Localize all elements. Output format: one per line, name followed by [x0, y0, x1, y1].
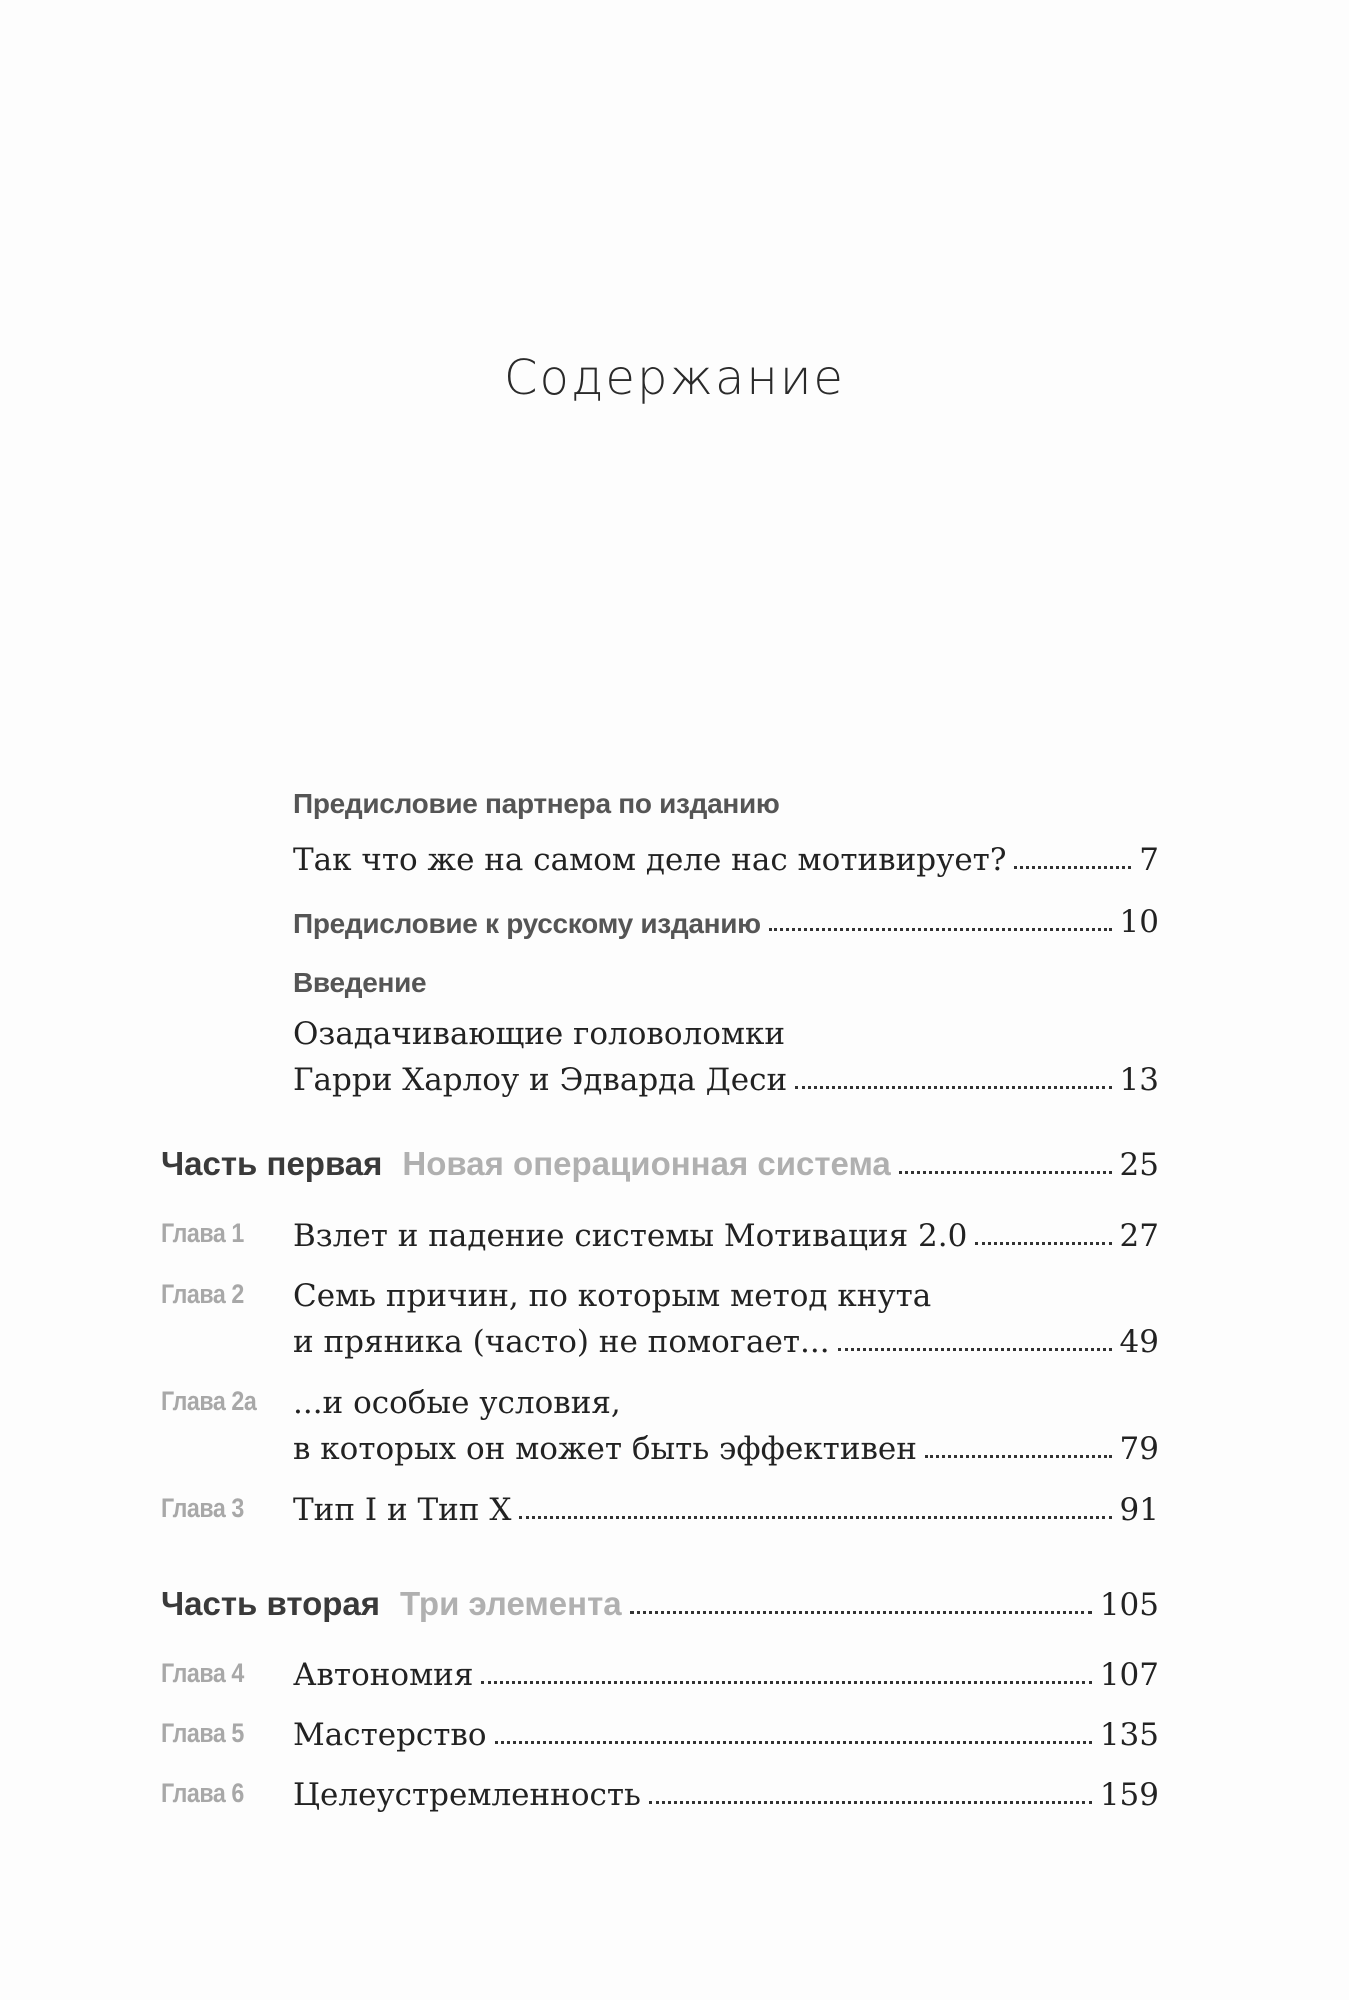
heading-text: Предисловие к русскому изданию: [293, 908, 761, 939]
page-number: 27: [1119, 1218, 1159, 1254]
dot-leader: [630, 1611, 1092, 1614]
page-number: 25: [1119, 1147, 1159, 1183]
chapter-label: Глава 2: [161, 1279, 244, 1309]
toc-entry-russian-foreword[interactable]: [293, 892, 1159, 940]
dot-leader: [519, 1516, 1111, 1519]
heading-text: Введение: [293, 967, 427, 998]
dot-leader: [838, 1348, 1112, 1351]
dot-leader: [925, 1455, 1112, 1458]
dot-leader: [495, 1741, 1092, 1744]
entry-title: Взлет и падение системы Мотивация 2.0: [293, 1218, 968, 1254]
chapter-label: Глава 5: [161, 1718, 244, 1748]
page-number: 91: [1119, 1492, 1159, 1528]
toc-chapter-4[interactable]: [293, 1645, 1159, 1693]
chapter-label: Глава 2а: [161, 1386, 257, 1416]
chapter-label: Глава 4: [161, 1658, 244, 1688]
toc-entry-partner-foreword[interactable]: [293, 830, 1159, 878]
entry-title: в которых он может быть эффективен: [293, 1431, 917, 1467]
entry-title: ...и особые условия,: [293, 1385, 621, 1421]
toc-heading-introduction: [293, 951, 1159, 999]
entry-title: Мастерство: [293, 1717, 487, 1753]
toc-heading-partner-foreword: [293, 772, 1159, 820]
toc-chapter-1[interactable]: [293, 1206, 1159, 1254]
dot-leader: [649, 1801, 1092, 1804]
toc-chapter-5[interactable]: [293, 1705, 1159, 1753]
page-number: 79: [1119, 1431, 1159, 1467]
heading-text: Предисловие партнера по изданию: [293, 788, 780, 819]
part-subtitle: Три элемента: [400, 1585, 622, 1622]
toc-chapter-2-line2[interactable]: [293, 1312, 1159, 1360]
toc-part-1[interactable]: [161, 1135, 1159, 1183]
entry-title: Семь причин, по которым метод кнута: [293, 1278, 932, 1314]
entry-title: Тип I и Тип X: [293, 1492, 512, 1528]
chapter-label: Глава 6: [161, 1778, 244, 1808]
page-number: 135: [1099, 1717, 1159, 1753]
page-number: 13: [1119, 1062, 1159, 1098]
dot-leader: [481, 1681, 1091, 1684]
entry-title: и пряника (часто) не помогает...: [293, 1324, 830, 1360]
toc-entry-introduction-line1[interactable]: [293, 1004, 1159, 1052]
entry-title: Автономия: [293, 1657, 474, 1693]
toc-chapter-2-line1[interactable]: [293, 1266, 1159, 1314]
part-name: Часть вторая: [161, 1585, 381, 1622]
toc-part-2[interactable]: [161, 1575, 1159, 1623]
dot-leader: [975, 1242, 1111, 1245]
entry-title: Так что же на самом деле нас мотивирует?: [293, 842, 1007, 878]
entry-title: Озадачивающие головоломки: [293, 1016, 786, 1052]
page-number: 7: [1139, 842, 1159, 878]
dot-leader: [899, 1171, 1112, 1174]
toc-chapter-2a-line1[interactable]: [293, 1373, 1159, 1421]
toc-chapter-6[interactable]: [293, 1765, 1159, 1813]
page-number: 107: [1099, 1657, 1159, 1693]
page-number: 105: [1099, 1587, 1159, 1623]
chapter-label: Глава 3: [161, 1493, 244, 1523]
page-number: 49: [1119, 1324, 1159, 1360]
toc-entry-introduction-line2[interactable]: [293, 1050, 1159, 1098]
part-name: Часть первая: [161, 1145, 383, 1182]
dot-leader: [795, 1086, 1111, 1089]
page-number: 10: [1119, 904, 1159, 940]
page-number: 159: [1099, 1777, 1159, 1813]
dot-leader: [1014, 866, 1131, 869]
toc-chapter-2a-line2[interactable]: [293, 1419, 1159, 1467]
part-subtitle: Новая операционная система: [402, 1145, 891, 1182]
page-title: Содержание: [504, 350, 845, 406]
entry-title: Целеустремленность: [293, 1777, 641, 1813]
chapter-label: Глава 1: [161, 1218, 244, 1248]
toc-chapter-3[interactable]: [293, 1480, 1159, 1528]
entry-title: Гарри Харлоу и Эдварда Деси: [293, 1062, 788, 1098]
dot-leader: [769, 928, 1112, 931]
